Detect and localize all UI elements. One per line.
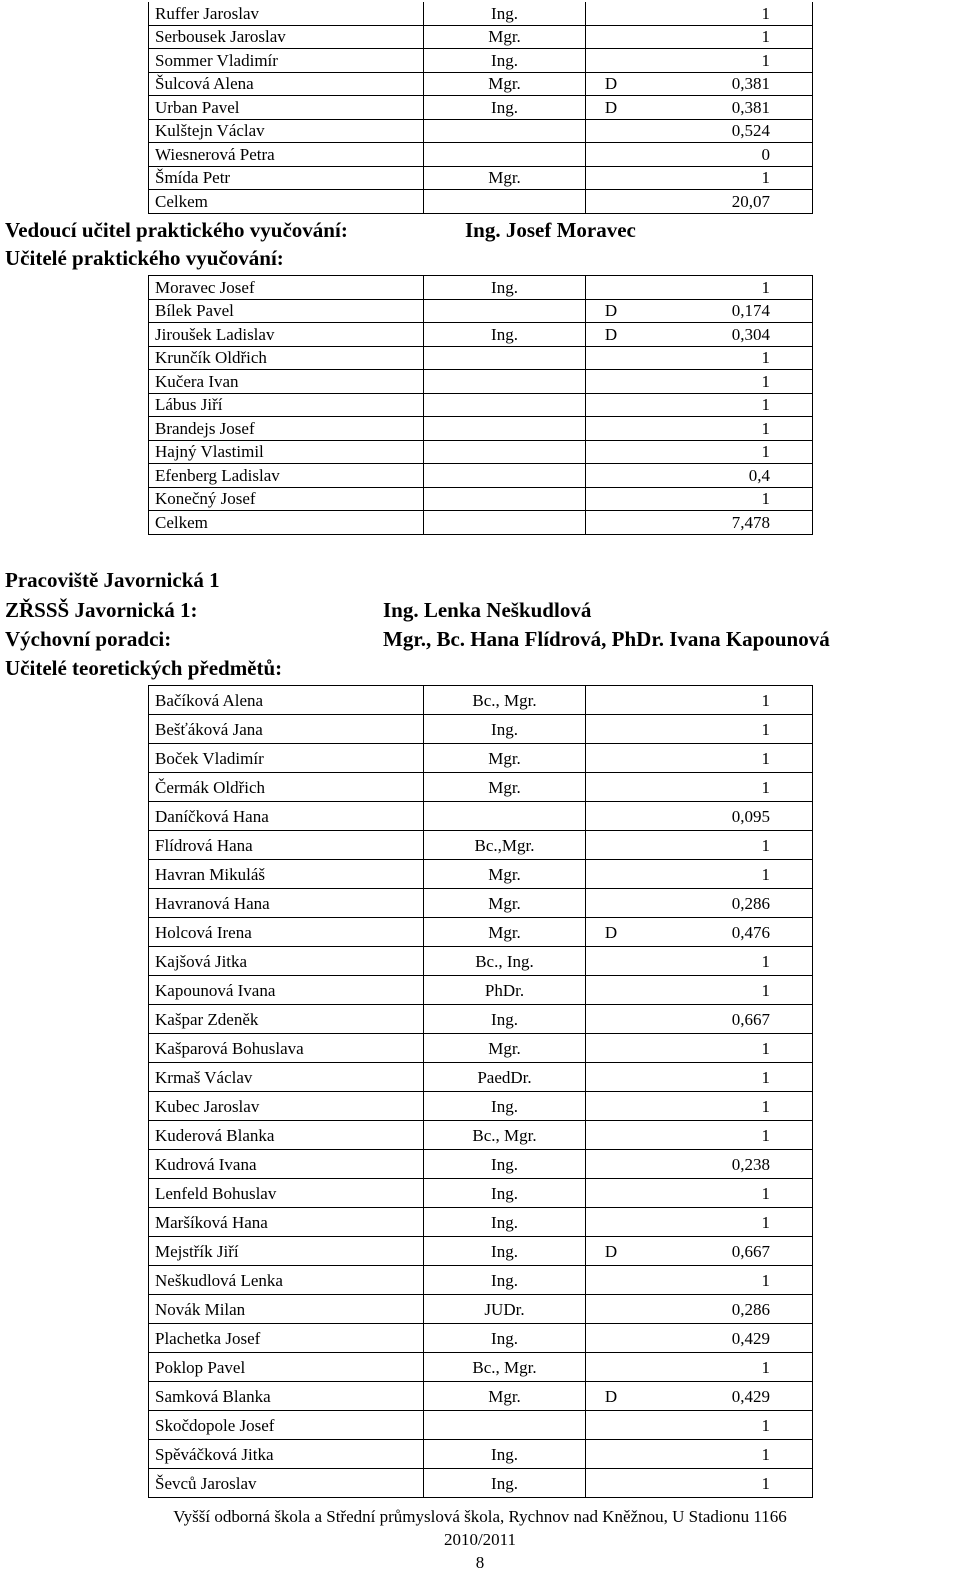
- table-row: [149, 860, 813, 889]
- cell-title: Ing.: [424, 1324, 586, 1353]
- cell-title: Ing.: [424, 49, 586, 73]
- table-row: [149, 72, 813, 96]
- table-row: [149, 166, 813, 190]
- table-row: [149, 976, 813, 1005]
- cell-value: 1: [636, 686, 813, 715]
- cell-title: Ing.: [424, 1005, 586, 1034]
- table-row: [149, 49, 813, 73]
- cell-d-flag: [586, 1266, 637, 1295]
- cell-title: JUDr.: [424, 1295, 586, 1324]
- cell-value: 1: [636, 1208, 813, 1237]
- cell-value: 0,4: [636, 464, 813, 488]
- cell-d-flag: [586, 1179, 637, 1208]
- table-row: [149, 393, 813, 417]
- cell-title: PhDr.: [424, 976, 586, 1005]
- cell-value: 1: [636, 831, 813, 860]
- cell-title: Ing.: [424, 1266, 586, 1295]
- cell-value: 20,07: [636, 190, 813, 214]
- cell-d-flag: D: [586, 72, 637, 96]
- table-row: [149, 1237, 813, 1266]
- cell-title: Mgr.: [424, 889, 586, 918]
- cell-value: 1: [636, 860, 813, 889]
- cell-d-flag: [586, 1440, 637, 1469]
- cell-title: Ing.: [424, 1150, 586, 1179]
- footer-school: Vyšší odborná škola a Střední průmyslová škola, Rychnov nad Kněžnou, U Stadionu 1166: [173, 1507, 787, 1526]
- cell-d-flag: [586, 1411, 637, 1440]
- table-row: [149, 744, 813, 773]
- cell-value: 1: [636, 166, 813, 190]
- table-row: [149, 464, 813, 488]
- cell-d-flag: D: [586, 323, 637, 347]
- cell-d-flag: D: [586, 299, 637, 323]
- table-row: [149, 947, 813, 976]
- cell-value: 1: [636, 49, 813, 73]
- cell-name: Daníčková Hana: [149, 802, 424, 831]
- table-row: [149, 831, 813, 860]
- cell-d-flag: [586, 715, 637, 744]
- practical-teachers-table: [148, 275, 813, 535]
- cell-value: 0,174: [636, 299, 813, 323]
- table-row: [149, 1469, 813, 1498]
- cell-d-flag: [586, 464, 637, 488]
- advisors-names: Mgr., Bc. Hana Flídrová, PhDr. Ivana Kapounová: [383, 627, 830, 651]
- cell-name: Kudrová Ivana: [149, 1150, 424, 1179]
- cell-value: 1: [636, 440, 813, 464]
- cell-value: 0,429: [636, 1324, 813, 1353]
- table-row: [149, 889, 813, 918]
- cell-d-flag: [586, 1150, 637, 1179]
- theory-teachers-label: Učitelé teoretických předmětů:: [5, 656, 283, 680]
- cell-title: Mgr.: [424, 1034, 586, 1063]
- table-row: [149, 96, 813, 120]
- cell-title: [424, 440, 586, 464]
- cell-value: 1: [636, 25, 813, 49]
- cell-value: 0,286: [636, 1295, 813, 1324]
- table-row: [149, 1295, 813, 1324]
- cell-value: 1: [636, 393, 813, 417]
- cell-name: Spěváčková Jitka: [149, 1440, 424, 1469]
- cell-name: Celkem: [149, 190, 424, 214]
- footer-year: 2010/2011: [443, 1530, 517, 1549]
- cell-name: Ruffer Jaroslav: [149, 2, 424, 25]
- cell-value: 1: [636, 773, 813, 802]
- cell-value: 1: [636, 1179, 813, 1208]
- table-row: [149, 1440, 813, 1469]
- theory-teachers-table: [148, 685, 813, 1498]
- cell-d-flag: [586, 2, 637, 25]
- cell-title: [424, 299, 586, 323]
- cell-title: Ing.: [424, 1237, 586, 1266]
- cell-name: Brandejs Josef: [149, 417, 424, 441]
- table-row: [149, 417, 813, 441]
- cell-name: Novák Milan: [149, 1295, 424, 1324]
- cell-d-flag: [586, 1121, 637, 1150]
- table-row: [149, 686, 813, 715]
- cell-title: [424, 190, 586, 214]
- table-row: [149, 1208, 813, 1237]
- table-row: [149, 370, 813, 394]
- cell-value: 0,095: [636, 802, 813, 831]
- cell-value: 0,476: [636, 918, 813, 947]
- table-row: [149, 190, 813, 214]
- cell-d-flag: [586, 889, 637, 918]
- cell-d-flag: [586, 744, 637, 773]
- cell-name: Kubec Jaroslav: [149, 1092, 424, 1121]
- cell-value: 1: [636, 715, 813, 744]
- school-head-name: Ing. Lenka Neškudlová: [383, 598, 592, 622]
- cell-title: Ing.: [424, 276, 586, 300]
- cell-name: Bešťáková Jana: [149, 715, 424, 744]
- cell-d-flag: [586, 487, 637, 511]
- footer-page-number: 8: [475, 1553, 485, 1572]
- cell-title: Bc., Ing.: [424, 947, 586, 976]
- cell-value: 1: [636, 1034, 813, 1063]
- cell-d-flag: D: [586, 1382, 637, 1411]
- table-row: [149, 1063, 813, 1092]
- cell-title: Ing.: [424, 715, 586, 744]
- cell-title: Bc.,Mgr.: [424, 831, 586, 860]
- cell-title: Ing.: [424, 1208, 586, 1237]
- table-row: [149, 143, 813, 167]
- cell-name: Neškudlová Lenka: [149, 1266, 424, 1295]
- table-row: [149, 346, 813, 370]
- cell-name: Plachetka Josef: [149, 1324, 424, 1353]
- cell-title: [424, 802, 586, 831]
- cell-value: 1: [636, 346, 813, 370]
- table-row: [149, 1150, 813, 1179]
- cell-d-flag: [586, 370, 637, 394]
- table-row: [149, 1034, 813, 1063]
- cell-name: Maršíková Hana: [149, 1208, 424, 1237]
- cell-title: Bc., Mgr.: [424, 1121, 586, 1150]
- cell-title: Bc., Mgr.: [424, 686, 586, 715]
- cell-value: 0,286: [636, 889, 813, 918]
- table-row: [149, 1266, 813, 1295]
- table-row: [149, 323, 813, 347]
- cell-name: Krmaš Václav: [149, 1063, 424, 1092]
- cell-name: Poklop Pavel: [149, 1353, 424, 1382]
- cell-value: 1: [636, 370, 813, 394]
- cell-d-flag: [586, 25, 637, 49]
- practical-head-name: Ing. Josef Moravec: [465, 218, 636, 242]
- cell-name: Kašparová Bohuslava: [149, 1034, 424, 1063]
- table-row: [149, 511, 813, 535]
- table-row: [149, 1121, 813, 1150]
- cell-d-flag: [586, 166, 637, 190]
- workplace-heading: Pracoviště Javornická 1: [5, 568, 220, 592]
- cell-value: 0,238: [636, 1150, 813, 1179]
- cell-value: 0,524: [636, 119, 813, 143]
- cell-name: Flídrová Hana: [149, 831, 424, 860]
- cell-d-flag: [586, 346, 637, 370]
- cell-name: Kajšová Jitka: [149, 947, 424, 976]
- cell-title: [424, 143, 586, 167]
- cell-d-flag: [586, 831, 637, 860]
- table-row: [149, 25, 813, 49]
- cell-title: [424, 393, 586, 417]
- table-row: [149, 1179, 813, 1208]
- cell-d-flag: [586, 276, 637, 300]
- cell-name: Efenberg Ladislav: [149, 464, 424, 488]
- cell-title: [424, 1411, 586, 1440]
- cell-d-flag: D: [586, 1237, 637, 1266]
- cell-value: 0,381: [636, 96, 813, 120]
- cell-title: Ing.: [424, 96, 586, 120]
- cell-name: Kapounová Ivana: [149, 976, 424, 1005]
- table-row: [149, 487, 813, 511]
- table-row: [149, 299, 813, 323]
- cell-name: Moravec Josef: [149, 276, 424, 300]
- cell-d-flag: D: [586, 918, 637, 947]
- cell-name: Hajný Vlastimil: [149, 440, 424, 464]
- cell-name: Boček Vladimír: [149, 744, 424, 773]
- cell-d-flag: D: [586, 96, 637, 120]
- cell-d-flag: [586, 49, 637, 73]
- table-row: [149, 440, 813, 464]
- advisors-label: Výchovní poradci:: [5, 627, 172, 651]
- cell-name: Kuderová Blanka: [149, 1121, 424, 1150]
- table-row: [149, 715, 813, 744]
- cell-title: Mgr.: [424, 773, 586, 802]
- cell-name: Ševců Jaroslav: [149, 1469, 424, 1498]
- cell-name: Sommer Vladimír: [149, 49, 424, 73]
- cell-name: Šmída Petr: [149, 166, 424, 190]
- cell-value: 1: [636, 1440, 813, 1469]
- cell-d-flag: [586, 1295, 637, 1324]
- cell-value: 1: [636, 487, 813, 511]
- cell-name: Serbousek Jaroslav: [149, 25, 424, 49]
- cell-name: Wiesnerová Petra: [149, 143, 424, 167]
- table-row: [149, 119, 813, 143]
- cell-d-flag: [586, 393, 637, 417]
- cell-title: Ing.: [424, 1469, 586, 1498]
- cell-value: 0,667: [636, 1237, 813, 1266]
- practical-teachers-label: Učitelé praktického vyučování:: [5, 246, 284, 270]
- cell-title: Mgr.: [424, 166, 586, 190]
- cell-d-flag: [586, 511, 637, 535]
- cell-value: 1: [636, 1092, 813, 1121]
- cell-value: 0: [636, 143, 813, 167]
- cell-value: 1: [636, 1469, 813, 1498]
- cell-name: Bačíková Alena: [149, 686, 424, 715]
- cell-name: Lábus Jiří: [149, 393, 424, 417]
- cell-value: 1: [636, 1411, 813, 1440]
- table-row: [149, 2, 813, 25]
- cell-name: Jiroušek Ladislav: [149, 323, 424, 347]
- cell-name: Urban Pavel: [149, 96, 424, 120]
- cell-value: 1: [636, 276, 813, 300]
- cell-d-flag: [586, 1034, 637, 1063]
- cell-value: 0,429: [636, 1382, 813, 1411]
- cell-name: Lenfeld Bohuslav: [149, 1179, 424, 1208]
- table-row: [149, 276, 813, 300]
- cell-value: 0,667: [636, 1005, 813, 1034]
- cell-name: Kašpar Zdeněk: [149, 1005, 424, 1034]
- cell-d-flag: [586, 1208, 637, 1237]
- cell-name: Havranová Hana: [149, 889, 424, 918]
- cell-value: 0,304: [636, 323, 813, 347]
- cell-title: [424, 346, 586, 370]
- cell-d-flag: [586, 190, 637, 214]
- school-label: ZŘSSŠ Javornická 1:: [5, 598, 198, 622]
- cell-value: 7,478: [636, 511, 813, 535]
- cell-name: Šulcová Alena: [149, 72, 424, 96]
- cell-title: Ing.: [424, 1179, 586, 1208]
- cell-title: PaedDr.: [424, 1063, 586, 1092]
- cell-name: Kučera Ivan: [149, 370, 424, 394]
- cell-value: 0,381: [636, 72, 813, 96]
- cell-value: 1: [636, 947, 813, 976]
- table-row: [149, 802, 813, 831]
- cell-value: 1: [636, 976, 813, 1005]
- table-row: [149, 1324, 813, 1353]
- cell-d-flag: [586, 773, 637, 802]
- cell-title: [424, 464, 586, 488]
- cell-value: 1: [636, 744, 813, 773]
- cell-d-flag: [586, 440, 637, 464]
- cell-value: 1: [636, 2, 813, 25]
- cell-title: Ing.: [424, 1092, 586, 1121]
- cell-name: Čermák Oldřich: [149, 773, 424, 802]
- cell-name: Mejstřík Jiří: [149, 1237, 424, 1266]
- cell-value: 1: [636, 1266, 813, 1295]
- cell-title: Mgr.: [424, 25, 586, 49]
- cell-d-flag: [586, 1092, 637, 1121]
- cell-title: Ing.: [424, 323, 586, 347]
- cell-d-flag: [586, 143, 637, 167]
- cell-title: [424, 511, 586, 535]
- cell-title: Mgr.: [424, 1382, 586, 1411]
- cell-value: 1: [636, 417, 813, 441]
- cell-title: Bc., Mgr.: [424, 1353, 586, 1382]
- table-row: [149, 1005, 813, 1034]
- cell-d-flag: [586, 1005, 637, 1034]
- cell-title: Mgr.: [424, 860, 586, 889]
- table-row: [149, 1353, 813, 1382]
- cell-d-flag: [586, 976, 637, 1005]
- staff-table-1: [148, 2, 813, 214]
- cell-value: 1: [636, 1063, 813, 1092]
- cell-name: Celkem: [149, 511, 424, 535]
- cell-d-flag: [586, 860, 637, 889]
- table-row: [149, 918, 813, 947]
- cell-d-flag: [586, 1063, 637, 1092]
- cell-title: [424, 487, 586, 511]
- cell-title: [424, 119, 586, 143]
- cell-d-flag: [586, 119, 637, 143]
- cell-d-flag: [586, 802, 637, 831]
- cell-d-flag: [586, 1469, 637, 1498]
- cell-title: Mgr.: [424, 72, 586, 96]
- cell-title: Ing.: [424, 1440, 586, 1469]
- cell-name: Skočdopole Josef: [149, 1411, 424, 1440]
- cell-value: 1: [636, 1121, 813, 1150]
- table-row: [149, 1092, 813, 1121]
- cell-name: Konečný Josef: [149, 487, 424, 511]
- cell-name: Holcová Irena: [149, 918, 424, 947]
- practical-head-label: Vedoucí učitel praktického vyučování:: [5, 218, 348, 242]
- cell-name: Krunčík Oldřich: [149, 346, 424, 370]
- cell-d-flag: [586, 1324, 637, 1353]
- cell-d-flag: [586, 417, 637, 441]
- cell-name: Havran Mikuláš: [149, 860, 424, 889]
- table-row: [149, 773, 813, 802]
- table-row: [149, 1382, 813, 1411]
- cell-d-flag: [586, 686, 637, 715]
- cell-title: Mgr.: [424, 744, 586, 773]
- cell-title: [424, 370, 586, 394]
- cell-value: 1: [636, 1353, 813, 1382]
- cell-name: Kulštejn Václav: [149, 119, 424, 143]
- table-row: [149, 1411, 813, 1440]
- cell-name: Bílek Pavel: [149, 299, 424, 323]
- cell-d-flag: [586, 947, 637, 976]
- cell-title: [424, 417, 586, 441]
- cell-d-flag: [586, 1353, 637, 1382]
- cell-title: Mgr.: [424, 918, 586, 947]
- cell-title: Ing.: [424, 2, 586, 25]
- cell-name: Samková Blanka: [149, 1382, 424, 1411]
